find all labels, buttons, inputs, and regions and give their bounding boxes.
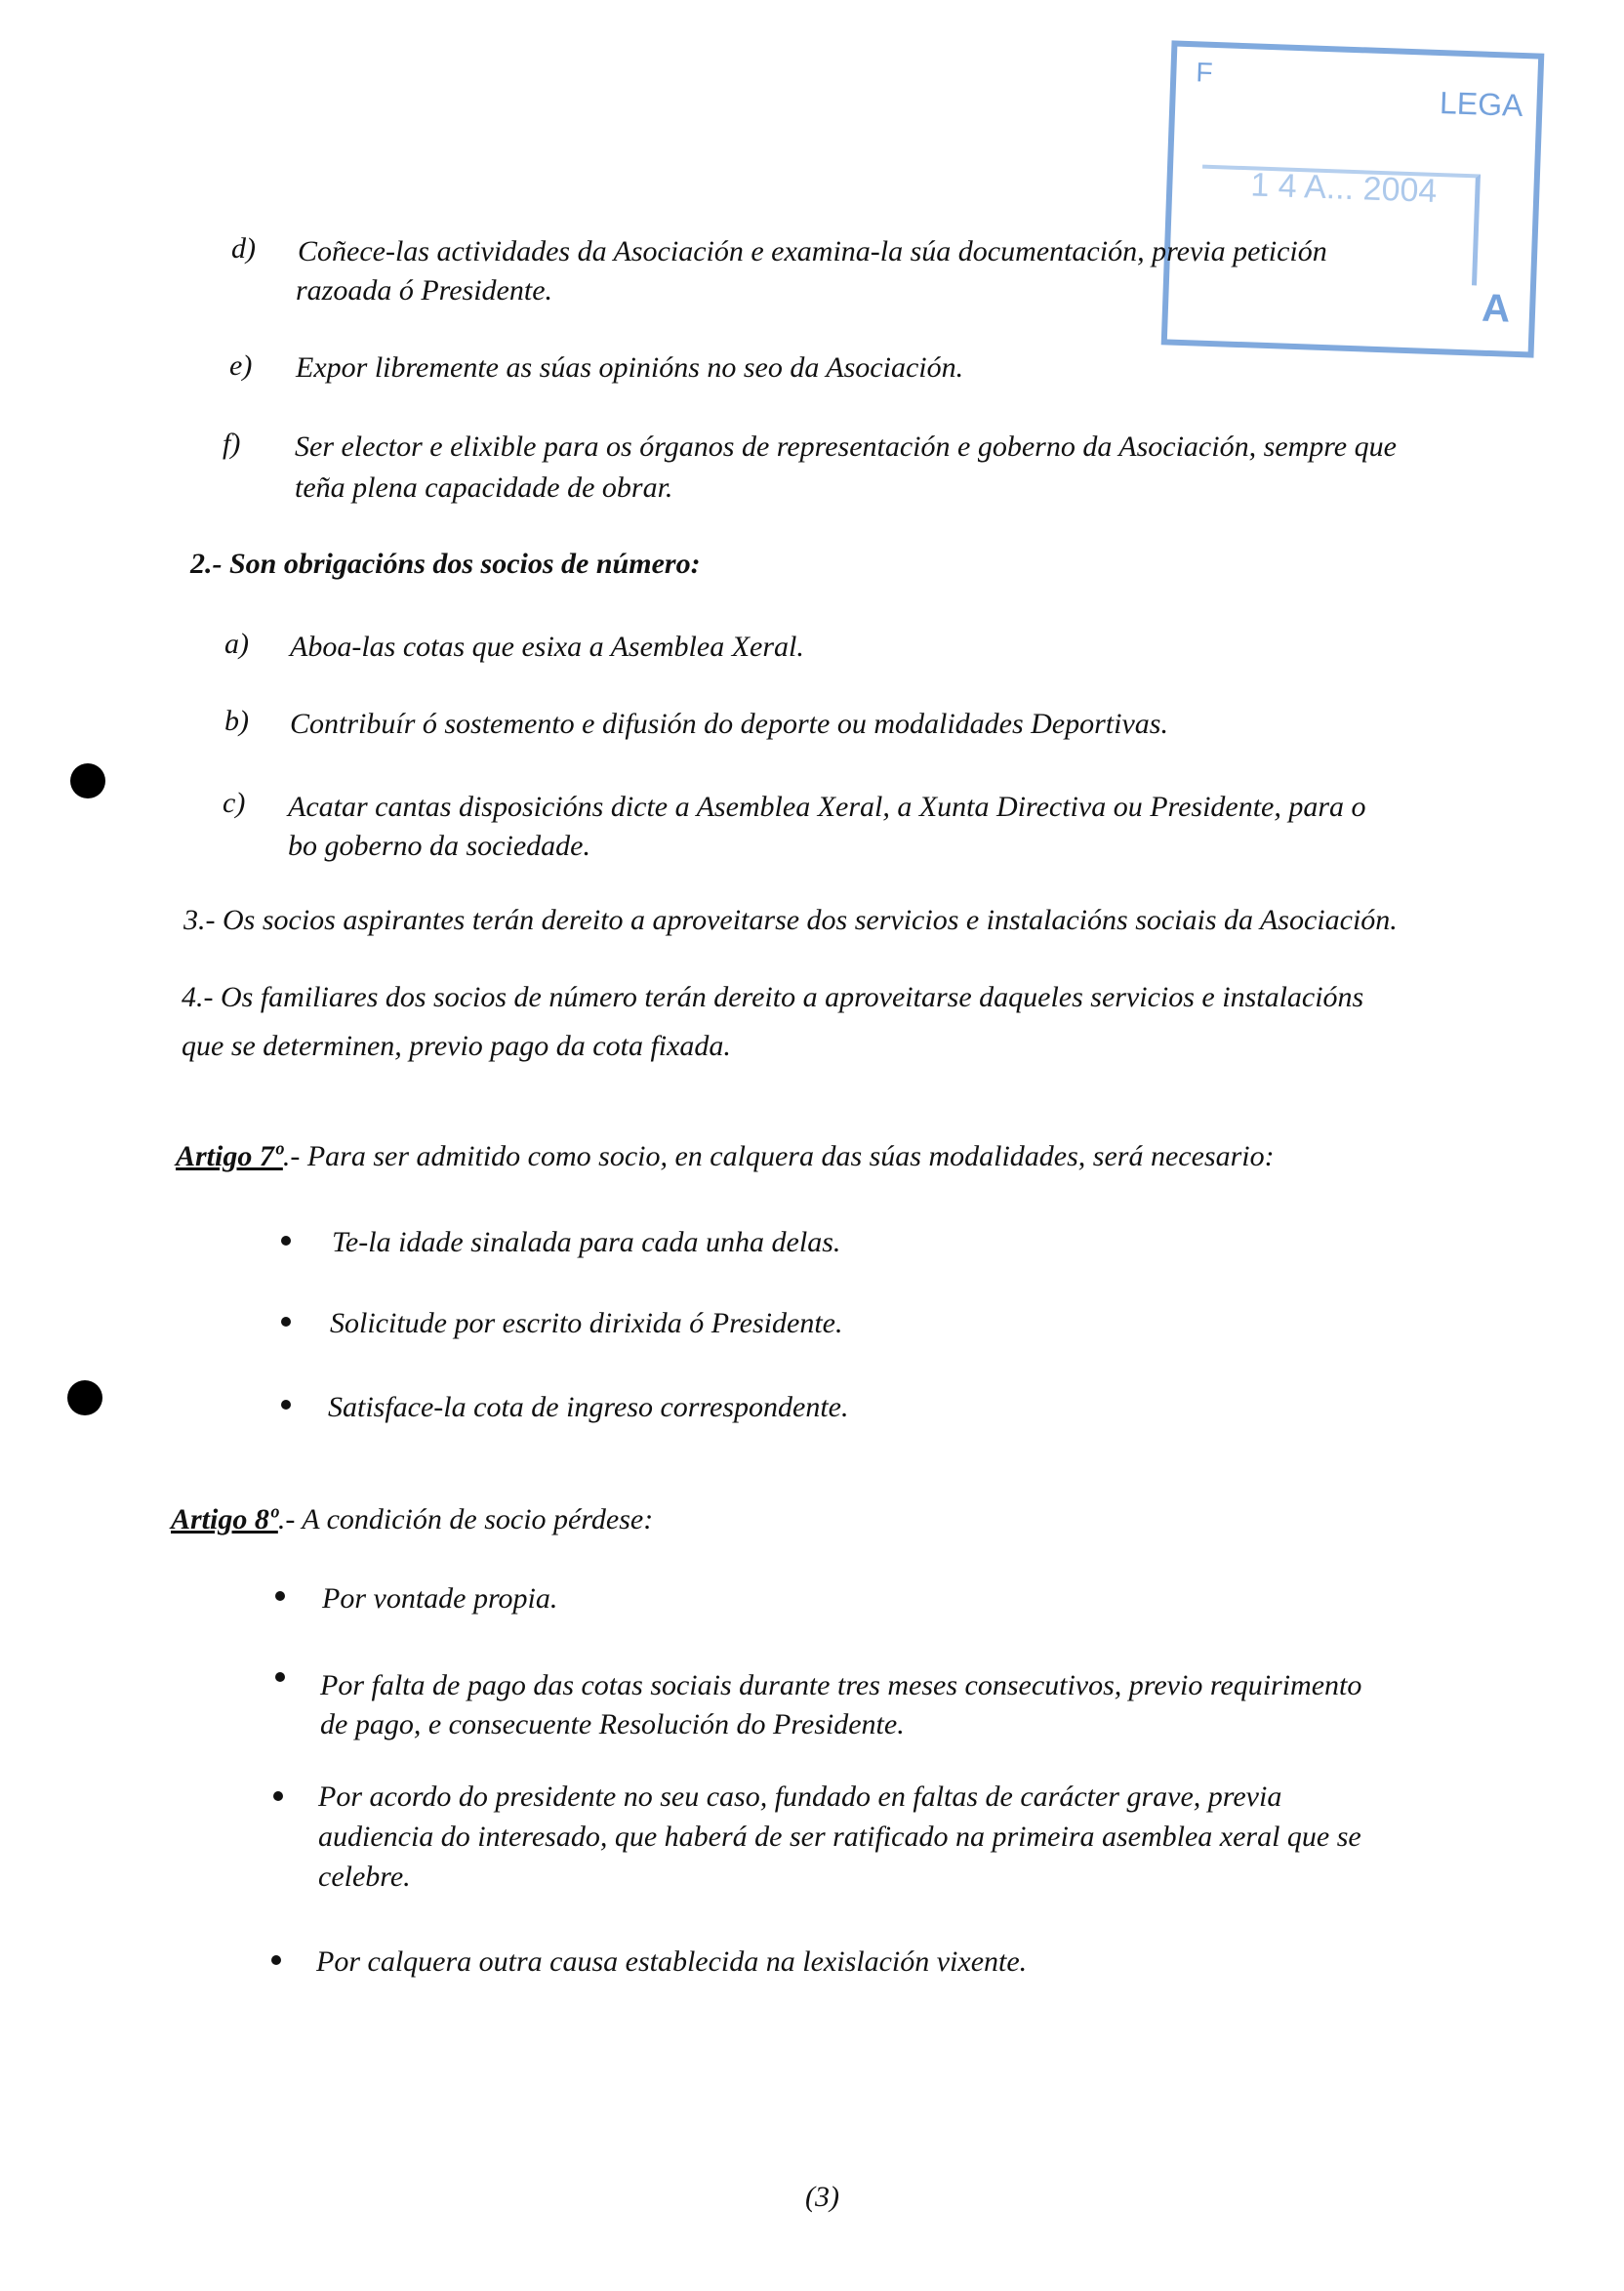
list-item: Por falta de pago das cotas sociais durante tres meses consecutivos, previo requirimento [320,1669,1362,1701]
list-item: Satisface-la cota de ingreso correspondente. [328,1391,849,1423]
item-label: e) [229,349,253,382]
list-item: Solicitude por escrito dirixida ó Presidente. [330,1307,843,1339]
list-item: celebre. [318,1861,411,1893]
stamp-text-right: LEGA [1439,85,1524,124]
item-text: Contribuír ó sostemento e difusión do deporte ou modalidades Deportivas. [290,708,1168,740]
item-text: razoada ó Presidente. [296,274,553,307]
punch-hole [70,763,105,798]
item-text: Coñece-las actividades da Asociación e examina-la súa documentación, previa petición [298,235,1327,267]
item-label: f) [223,428,241,460]
list-item: Por vontade propia. [322,1582,558,1615]
bullet-icon [275,1672,285,1682]
article-8-heading [171,1505,653,1534]
item-label: d) [231,232,256,265]
bullet-icon [281,1400,291,1410]
item-label: c) [223,787,246,819]
stamp-date: 1 4 A... 2004 [1249,166,1438,210]
item-text: Acatar cantas disposicións dicte a Asemblea Xeral, a Xunta Directiva ou Presidente, para o [288,791,1366,823]
list-item: Por acordo do presidente no seu caso, fundado en faltas de carácter grave, previa [318,1780,1282,1813]
bullet-icon [281,1317,291,1327]
paragraph: 4.- Os familiares dos socios de número terán dereito a aproveitarse daqueles servicios e instalacións [182,981,1364,1013]
article-7-heading [176,1142,1275,1171]
item-text: teña plena capacidade de obrar. [295,471,673,504]
item-text: Ser elector e elixible para os órganos de representación e goberno da Asociación, sempre que [295,430,1397,463]
page-number: (3) [805,2181,839,2213]
item-text: Aboa-las cotas que esixa a Asemblea Xeral. [290,631,804,663]
item-label: a) [224,628,249,660]
list-item: Te-la idade sinalada para cada unha delas. [332,1226,841,1258]
item-label: b) [224,705,249,737]
stamp-text-left: F [1195,57,1214,88]
bullet-icon [281,1236,291,1246]
list-item: de pago, e consecuente Resolución do Presidente. [320,1708,905,1740]
article-title: Artigo 7º [176,1140,283,1172]
item-text: bo goberno da sociedade. [288,830,590,862]
list-item: audiencia do interesado, que haberá de ser ratificado na primeira asemblea xeral que se [318,1821,1361,1853]
stamp-text-bottom: A [1481,286,1511,331]
article-intro: .- Para ser admitido como socio, en calquera das súas modalidades, será necesario: [282,1140,1275,1172]
section-heading: 2.- Son obrigacións dos socios de número: [190,548,701,580]
paragraph: 3.- Os socios aspirantes terán dereito a aproveitarse dos servicios e instalacións sociais da Asociación. [183,904,1398,936]
registry-stamp [1161,40,1545,357]
bullet-icon [271,1955,281,1965]
punch-hole [67,1380,102,1415]
list-item: Por calquera outra causa establecida na lexislación vixente. [316,1945,1028,1978]
article-title: Artigo 8º [171,1503,278,1535]
item-text: Expor libremente as súas opinións no seo da Asociación. [296,351,964,384]
article-intro: .- A condición de socio pérdese: [277,1503,654,1535]
bullet-icon [275,1591,285,1601]
paragraph: que se determinen, previo pago da cota fixada. [182,1030,731,1062]
bullet-icon [273,1791,283,1801]
